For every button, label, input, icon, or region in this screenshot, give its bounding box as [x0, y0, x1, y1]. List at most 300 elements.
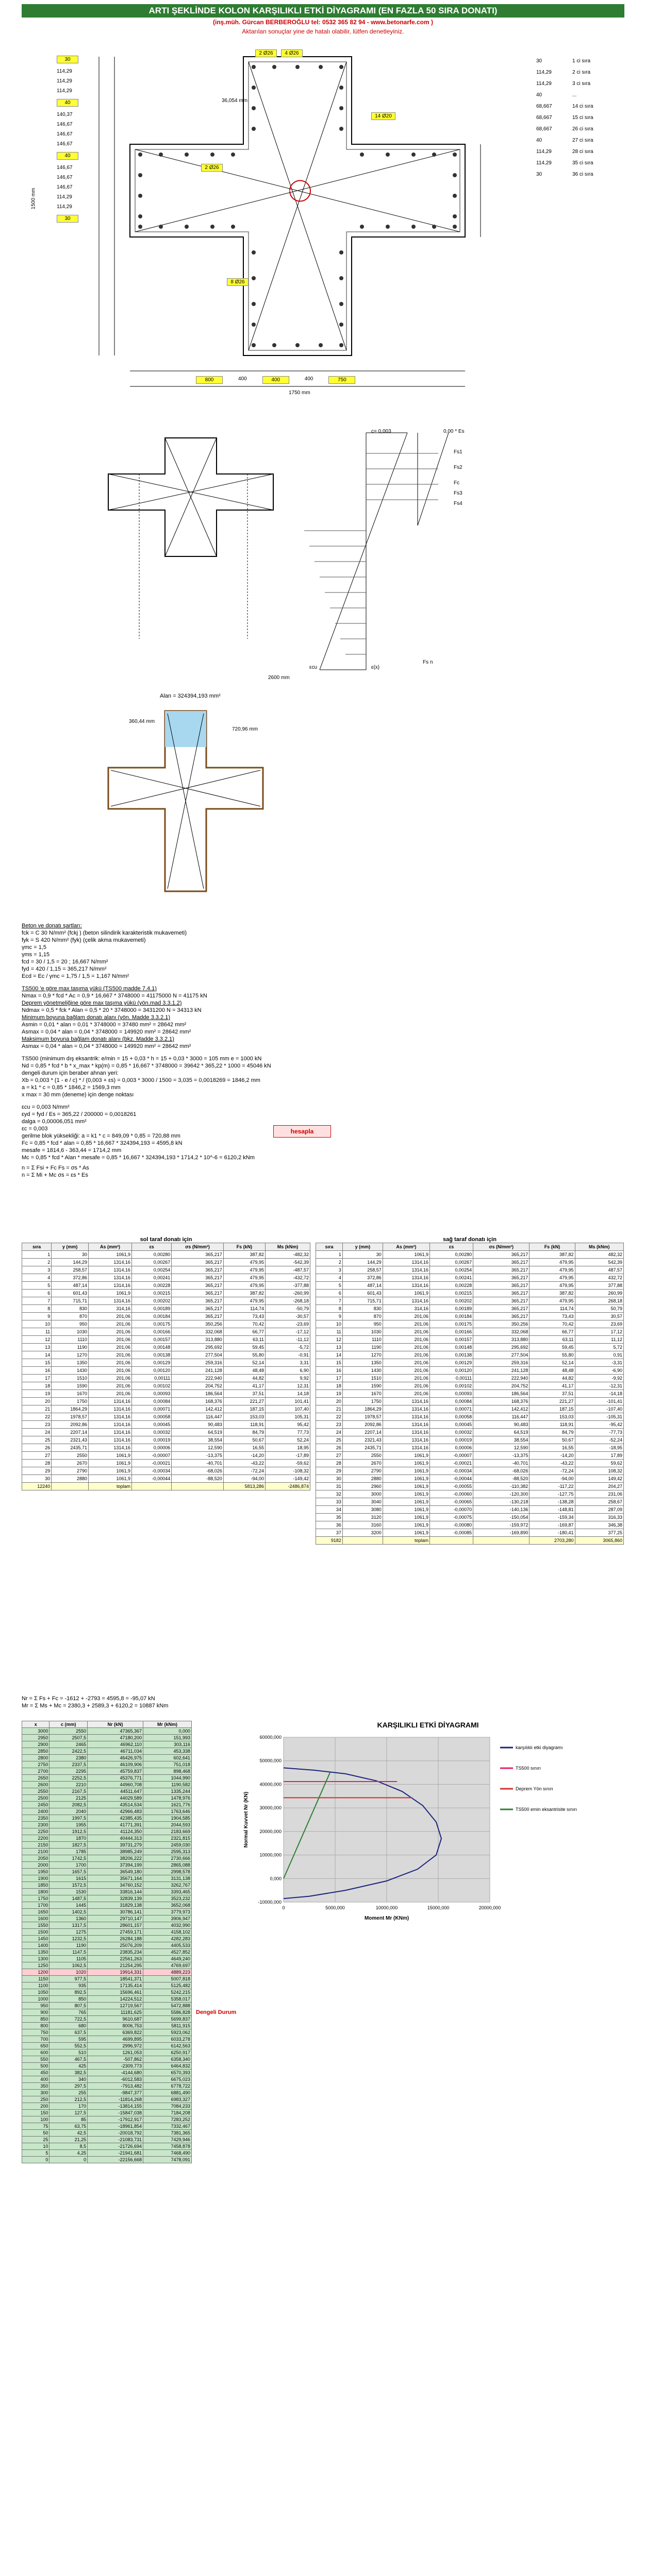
table-cell: 17,89: [575, 1452, 623, 1460]
x-tick-label: 20000,000: [478, 1905, 501, 1910]
table-row: [22, 1895, 192, 1902]
table-cell: 75: [22, 2123, 49, 2130]
table-row: [22, 1996, 192, 2003]
table-cell: 1900: [22, 1875, 49, 1882]
table-cell: 0,00045: [430, 1421, 473, 1429]
table-cell: 7429,946: [143, 2137, 192, 2143]
table-cell: 1621,776: [143, 1802, 192, 1808]
table-cell: 0,00166: [430, 1328, 473, 1336]
table-row: [22, 1969, 192, 1976]
table-cell: 0,00032: [131, 1429, 171, 1436]
table-cell: 64,519: [172, 1429, 224, 1436]
table-cell: -120,300: [473, 1490, 530, 1498]
interaction-header-cell: x: [22, 1721, 49, 1728]
table-cell: 2350: [22, 1815, 49, 1822]
table-row: [316, 1421, 624, 1429]
right-table-caption: sağ taraf donatı için: [443, 1236, 497, 1243]
table-cell: -268,18: [266, 1297, 310, 1305]
table-cell: 1360: [49, 1916, 88, 1922]
area-label: Alan = 324394,193 mm²: [160, 693, 221, 699]
table-row: [22, 1828, 192, 1835]
table-cell: 28: [316, 1460, 343, 1467]
table-row: [22, 2090, 192, 2096]
table-cell: 0,00129: [131, 1359, 171, 1367]
table-cell: 7283,252: [143, 2116, 192, 2123]
table-cell: 3523,232: [143, 1895, 192, 1902]
table-cell: 0,000: [143, 1728, 192, 1735]
rebar-label-top-5[interactable]: 8 Ø26: [227, 278, 249, 286]
right-table-header-row: [316, 1243, 624, 1251]
table-row: [22, 1775, 192, 1782]
table-cell: 2880: [342, 1475, 383, 1483]
force-label-fs2: Fs2: [454, 465, 462, 470]
table-cell: 2000: [22, 1862, 49, 1869]
rebar-label-top-2[interactable]: 4 Ø26: [281, 49, 303, 57]
table-cell: 29710,147: [88, 1916, 143, 1922]
table-row: [22, 2123, 192, 2130]
table-cell: 10: [316, 1320, 343, 1328]
geometry-line-0: εcu = 0,003 N/mm²: [22, 1104, 70, 1110]
table-row: [22, 1344, 310, 1351]
table-cell: 1445: [49, 1902, 88, 1909]
table-cell: 59,45: [223, 1344, 265, 1351]
table-cell: 365,217: [473, 1282, 530, 1290]
totals-cell: 9182: [316, 1537, 343, 1545]
table-cell: 26284,188: [88, 1936, 143, 1942]
dim-bottom-2[interactable]: 400: [262, 376, 289, 384]
table-cell: 73,43: [223, 1313, 265, 1320]
table-cell: 1314,16: [88, 1398, 131, 1405]
table-row: [316, 1436, 624, 1444]
table-cell: 950: [342, 1320, 383, 1328]
table-cell: 1864,29: [52, 1405, 89, 1413]
table-cell: 1314,16: [88, 1413, 131, 1421]
table-cell: 0,00071: [430, 1405, 473, 1413]
table-row: [22, 2076, 192, 2083]
table-cell: 365,217: [172, 1266, 224, 1274]
table-row: [22, 1788, 192, 1795]
table-cell: 1061,9: [383, 1251, 429, 1259]
table-cell: 0,00019: [131, 1436, 171, 1444]
table-cell: 22: [22, 1413, 52, 1421]
table-cell: 3: [22, 1266, 52, 1274]
table-cell: 0,00166: [131, 1328, 171, 1336]
table-cell: -482,32: [266, 1251, 310, 1259]
table-cell: 830: [52, 1305, 89, 1313]
table-cell: 0,00280: [131, 1251, 171, 1259]
table-cell: 204,752: [172, 1382, 224, 1390]
table-cell: 201,06: [383, 1375, 429, 1382]
dim-left-9[interactable]: 40: [57, 152, 78, 160]
table-cell: -101,41: [575, 1398, 623, 1405]
table-cell: 1200: [22, 1969, 49, 1976]
table-cell: 1190: [49, 1942, 88, 1949]
table-cell: -6,90: [575, 1367, 623, 1375]
table-cell: 201,06: [383, 1382, 429, 1390]
row-label-0: 1 ci sıra: [572, 58, 591, 64]
right-table-header-cell: sıra: [316, 1243, 343, 1251]
table-row: [22, 1989, 192, 1996]
table-cell: 1850: [22, 1882, 49, 1889]
table-cell: 14: [22, 1351, 52, 1359]
table-cell: 0,00084: [131, 1398, 171, 1405]
interaction-table: [22, 1721, 192, 2163]
table-cell: 24: [316, 1429, 343, 1436]
table-row: [22, 1822, 192, 1828]
table-cell: 201,06: [88, 1313, 131, 1320]
table-cell: 850: [49, 1996, 88, 2003]
rebar-label-top-1[interactable]: 2 Ø26: [255, 49, 277, 57]
table-cell: -68,026: [172, 1467, 224, 1475]
table-cell: 1030: [342, 1328, 383, 1336]
table-cell: 4: [22, 1274, 52, 1282]
table-cell: 2650: [22, 1775, 49, 1782]
table-cell: 1314,16: [383, 1398, 429, 1405]
table-cell: 1061,9: [383, 1452, 429, 1460]
table-row: [22, 2137, 192, 2143]
table-cell: 21254,295: [88, 1962, 143, 1969]
table-row: [316, 1375, 624, 1382]
table-cell: -4144,680: [88, 2070, 143, 2076]
table-cell: 715,71: [52, 1297, 89, 1305]
table-cell: 0,00111: [131, 1375, 171, 1382]
geometry-line-7: Mc = 0,85 * fcd * Alan * mesafe = 0,85 * 16,667 * 324394,193 * 1714,2 * 10^-6 = 6120,2 kNm: [22, 1155, 255, 1161]
totals-cell: [131, 1483, 171, 1490]
table-cell: 300: [22, 2090, 49, 2096]
table-row: [22, 1962, 192, 1969]
table-cell: -21941,681: [88, 2150, 143, 2157]
table-cell: 295,692: [172, 1344, 224, 1351]
table-cell: 38985,249: [88, 1849, 143, 1855]
strain-ecu-label: εcu: [309, 665, 318, 670]
table-cell: 31829,138: [88, 1902, 143, 1909]
table-cell: 0,00241: [131, 1274, 171, 1282]
table-cell: 25: [316, 1436, 343, 1444]
table-cell: 50,79: [575, 1305, 623, 1313]
geometry-line-4: gerilme blok yüksekliği: a = k1 * c = 849,09 * 0,85 = 720,88 mm: [22, 1133, 180, 1139]
table-cell: 48,48: [530, 1367, 575, 1375]
table-cell: 5125,482: [143, 1982, 192, 1989]
table-cell: 1402,5: [49, 1909, 88, 1916]
left-force-table-wrap: [22, 1236, 310, 1490]
dim-left-8: 146,67: [57, 141, 73, 147]
table-cell: 153,03: [530, 1413, 575, 1421]
table-cell: 2700: [22, 1768, 49, 1775]
table-cell: 1657,5: [49, 1869, 88, 1875]
row-label-2: 3 ci sıra: [572, 81, 591, 87]
table-cell: 870: [52, 1313, 89, 1320]
table-cell: 365,217: [172, 1274, 224, 1282]
row-label-5: 15 ci sıra: [572, 115, 593, 121]
table-cell: 18541,371: [88, 1976, 143, 1982]
table-cell: 27: [22, 1452, 52, 1460]
table-cell: 12: [22, 1336, 52, 1344]
chart-plot: [237, 1732, 619, 1938]
table-cell: 467,5: [49, 2056, 88, 2063]
table-cell: 1314,16: [383, 1297, 429, 1305]
table-cell: -260,99: [266, 1290, 310, 1297]
table-cell: -0,91: [266, 1351, 310, 1359]
table-row: [22, 1460, 310, 1467]
table-cell: 41,17: [223, 1382, 265, 1390]
table-cell: 2082,5: [49, 1802, 88, 1808]
table-cell: 201,06: [383, 1359, 429, 1367]
table-cell: -159,972: [473, 1521, 530, 1529]
table-cell: 372,86: [52, 1274, 89, 1282]
balance-line-1: Nd = 0,85 * fcd * b * x_max * kp(m) = 0,85 * 16,667 * 3748000 = 39642 * 365,22 * 1000 = 45046 kN: [22, 1063, 271, 1069]
force-label-fsn: Fs n: [423, 659, 433, 665]
table-cell: 45376,771: [88, 1775, 143, 1782]
table-cell: 204,27: [575, 1483, 623, 1490]
table-cell: -30,57: [266, 1313, 310, 1320]
table-cell: 2500: [22, 1795, 49, 1802]
table-cell: 201,06: [383, 1320, 429, 1328]
right-table-header-cell: As (mm²): [383, 1243, 429, 1251]
table-cell: 24: [22, 1429, 52, 1436]
force-label-fs3: Fs3: [454, 490, 462, 496]
table-row: [22, 2143, 192, 2150]
table-cell: 21,25: [49, 2137, 88, 2143]
table-cell: -52,24: [575, 1436, 623, 1444]
table-cell: 700: [22, 2036, 49, 2043]
table-cell: -11,12: [266, 1336, 310, 1344]
table-cell: 16: [22, 1367, 52, 1375]
table-row: [22, 2049, 192, 2056]
ts500-line-1: Deprem yönetmeliğine göre max taşıma yükü (yön.mad 3.3.1.2): [22, 1000, 182, 1006]
dim-left-12: 146,67: [57, 184, 73, 190]
table-cell: 50,67: [530, 1436, 575, 1444]
y-tick-label: 20000,000: [259, 1828, 282, 1834]
calculate-button[interactable]: hesapla: [273, 1125, 331, 1138]
table-cell: 46711,034: [88, 1748, 143, 1755]
table-cell: 1904,585: [143, 1815, 192, 1822]
table-cell: 46426,975: [88, 1755, 143, 1761]
table-row: [22, 1768, 192, 1775]
table-cell: 1150: [22, 1976, 49, 1982]
table-cell: 313,880: [473, 1336, 530, 1344]
table-cell: -13814,155: [88, 2103, 143, 2110]
table-row: [22, 1735, 192, 1741]
table-cell: -72,24: [223, 1467, 265, 1475]
rebar-label-top-4[interactable]: 2 Ø26: [201, 164, 223, 172]
table-cell: 201,06: [88, 1382, 131, 1390]
table-cell: 221,27: [530, 1398, 575, 1405]
table-cell: 52,24: [266, 1436, 310, 1444]
table-cell: 287,09: [575, 1506, 623, 1514]
table-cell: 1314,16: [383, 1421, 429, 1429]
table-cell: 1600: [22, 1916, 49, 1922]
dim-left-13: 114,29: [57, 194, 72, 200]
table-cell: 0,00148: [430, 1344, 473, 1351]
table-cell: 17: [22, 1375, 52, 1382]
table-cell: 200: [22, 2103, 49, 2110]
table-cell: -108,32: [266, 1467, 310, 1475]
table-cell: 201,06: [88, 1367, 131, 1375]
table-cell: 1110: [52, 1336, 89, 1344]
table-cell: 40444,313: [88, 1835, 143, 1842]
table-row: [22, 1398, 310, 1405]
table-cell: 2550: [22, 1788, 49, 1795]
table-cell: 0,00175: [131, 1320, 171, 1328]
table-cell: -95,42: [575, 1421, 623, 1429]
material-line-4: fcd = 30 / 1,5 = 20 ; 16,667 N/mm²: [22, 959, 108, 965]
right-table-totals-row: [316, 1537, 624, 1545]
table-cell: 0,00202: [430, 1297, 473, 1305]
table-cell: 45759,837: [88, 1768, 143, 1775]
table-cell: 1061,9: [383, 1467, 429, 1475]
totals-cell: 2703,280: [530, 1537, 575, 1545]
table-cell: 450: [22, 2070, 49, 2076]
table-cell: 1450: [22, 1936, 49, 1942]
table-cell: 38,554: [172, 1436, 224, 1444]
table-cell: 2459,030: [143, 1842, 192, 1849]
table-cell: 303,116: [143, 1741, 192, 1748]
table-cell: 101,41: [266, 1398, 310, 1405]
table-cell: 0,00189: [131, 1305, 171, 1313]
geometry-line-2: dalga = 0,00006,051 mm²: [22, 1118, 87, 1125]
sum-line-0: n = Σ Fsi + Fc Fs = σs * As: [22, 1165, 89, 1171]
table-cell: 0,00267: [430, 1259, 473, 1266]
table-cell: 2040: [49, 1808, 88, 1815]
table-cell: 2595,313: [143, 1849, 192, 1855]
table-cell: 1350: [52, 1359, 89, 1367]
table-cell: -94,00: [530, 1475, 575, 1483]
table-cell: 26: [316, 1444, 343, 1452]
table-cell: 63,11: [223, 1336, 265, 1344]
table-row: [22, 1849, 192, 1855]
table-row: [22, 2056, 192, 2063]
table-row: [22, 1359, 310, 1367]
table-row: [22, 1982, 192, 1989]
dim-left-0[interactable]: 30: [57, 56, 78, 63]
table-cell: 47365,367: [88, 1728, 143, 1735]
table-cell: 4527,852: [143, 1949, 192, 1956]
table-cell: 153,03: [223, 1413, 265, 1421]
rebar-label-top-3[interactable]: 14 Ø20: [371, 112, 395, 120]
table-row: [316, 1344, 624, 1351]
table-cell: 64,519: [473, 1429, 530, 1436]
table-cell: -0,00070: [430, 1506, 473, 1514]
dim-left-15[interactable]: 30: [57, 215, 78, 223]
table-cell: 2337,5: [49, 1761, 88, 1768]
table-row: [22, 1351, 310, 1359]
table-cell: 37: [316, 1529, 343, 1537]
table-cell: 36549,180: [88, 1869, 143, 1875]
total-height-label: 1500 mm: [30, 188, 37, 210]
table-row: [22, 2023, 192, 2029]
table-cell: 5242,215: [143, 1989, 192, 1996]
table-cell: 479,95: [223, 1297, 265, 1305]
left-table-header-cell: sıra: [22, 1243, 52, 1251]
table-cell: 142,412: [172, 1405, 224, 1413]
table-cell: 201,06: [88, 1390, 131, 1398]
table-cell: 1314,16: [88, 1444, 131, 1452]
table-cell: 1061,9: [88, 1467, 131, 1475]
table-cell: 2550: [52, 1452, 89, 1460]
table-row: [316, 1521, 624, 1529]
table-cell: 11181,625: [88, 2009, 143, 2016]
strain-label-es: 0,00 * Es: [443, 429, 465, 434]
table-cell: 332,068: [473, 1328, 530, 1336]
geometry-line-1: εyd = fyd / Es = 365,22 / 200000 = 0,0018261: [22, 1111, 137, 1117]
dim-left-5: 140,37: [57, 112, 73, 117]
dim-bottom-0[interactable]: 800: [196, 376, 223, 384]
table-row: [316, 1460, 624, 1467]
table-cell: 231,06: [575, 1490, 623, 1498]
table-cell: 2044,593: [143, 1822, 192, 1828]
table-cell: 637,5: [49, 2029, 88, 2036]
table-cell: 479,95: [223, 1282, 265, 1290]
table-cell: 0,00058: [430, 1413, 473, 1421]
table-row: [22, 1936, 192, 1942]
table-row: [22, 1297, 310, 1305]
table-cell: 365,217: [473, 1259, 530, 1266]
cross-section-drawing: [22, 36, 624, 412]
table-cell: 601,43: [342, 1290, 383, 1297]
geometry-line-3: εc = 0,003: [22, 1126, 48, 1132]
table-cell: 602,641: [143, 1755, 192, 1761]
table-cell: 35671,164: [88, 1875, 143, 1882]
dim-bottom-4[interactable]: 750: [328, 376, 355, 384]
table-cell: 85: [49, 2116, 88, 2123]
table-cell: -150,054: [473, 1514, 530, 1521]
dim-left-4[interactable]: 40: [57, 99, 78, 107]
table-row: [22, 2009, 192, 2016]
table-cell: 1997,5: [49, 1815, 88, 1822]
table-row: [316, 1359, 624, 1367]
interaction-header-cell: c (mm): [49, 1721, 88, 1728]
table-cell: 0,00184: [131, 1313, 171, 1320]
material-line-5: fyd = 420 / 1,15 = 365,217 N/mm²: [22, 966, 107, 972]
table-cell: 25: [22, 2137, 49, 2143]
table-row: [22, 1922, 192, 1929]
table-cell: 1510: [342, 1375, 383, 1382]
table-cell: 510: [49, 2049, 88, 2056]
table-cell: 20: [316, 1398, 343, 1405]
ts500-line-2: Ndmax = 0,5 * fck * Alan = 0,5 * 20 * 3748000 = 3431200 N = 34313 kN: [22, 1007, 202, 1013]
table-cell: 2100: [22, 1849, 49, 1855]
y-tick-label: 30000,000: [259, 1805, 282, 1811]
table-cell: -23,69: [266, 1320, 310, 1328]
table-cell: 2321,815: [143, 1835, 192, 1842]
table-cell: 0,00254: [430, 1266, 473, 1274]
table-cell: 17135,414: [88, 1982, 143, 1989]
table-cell: 2880: [52, 1475, 89, 1483]
table-row: [316, 1336, 624, 1344]
table-cell: 680: [49, 2023, 88, 2029]
table-cell: 365,217: [473, 1305, 530, 1313]
table-cell: 1061,9: [88, 1452, 131, 1460]
table-cell: 30: [316, 1475, 343, 1483]
table-row: [22, 2150, 192, 2157]
table-row: [316, 1529, 624, 1537]
dim-bottom-3: 400: [304, 376, 313, 382]
table-cell: 7381,365: [143, 2130, 192, 2137]
table-cell: 47180,200: [88, 1735, 143, 1741]
table-cell: 255: [49, 2090, 88, 2096]
x-tick-label: 15000,000: [427, 1905, 450, 1910]
table-cell: 1061,9: [88, 1460, 131, 1467]
table-cell: 892,5: [49, 1989, 88, 1996]
table-cell: -14,20: [530, 1452, 575, 1460]
table-cell: 107,40: [266, 1405, 310, 1413]
table-cell: 15: [22, 1359, 52, 1367]
balance-state-label: Dengeli Durum: [196, 2009, 237, 2015]
table-row: [22, 1413, 310, 1421]
table-cell: 34: [316, 1506, 343, 1514]
table-cell: 187,15: [223, 1405, 265, 1413]
dim-right-8: 114,29: [536, 149, 552, 155]
